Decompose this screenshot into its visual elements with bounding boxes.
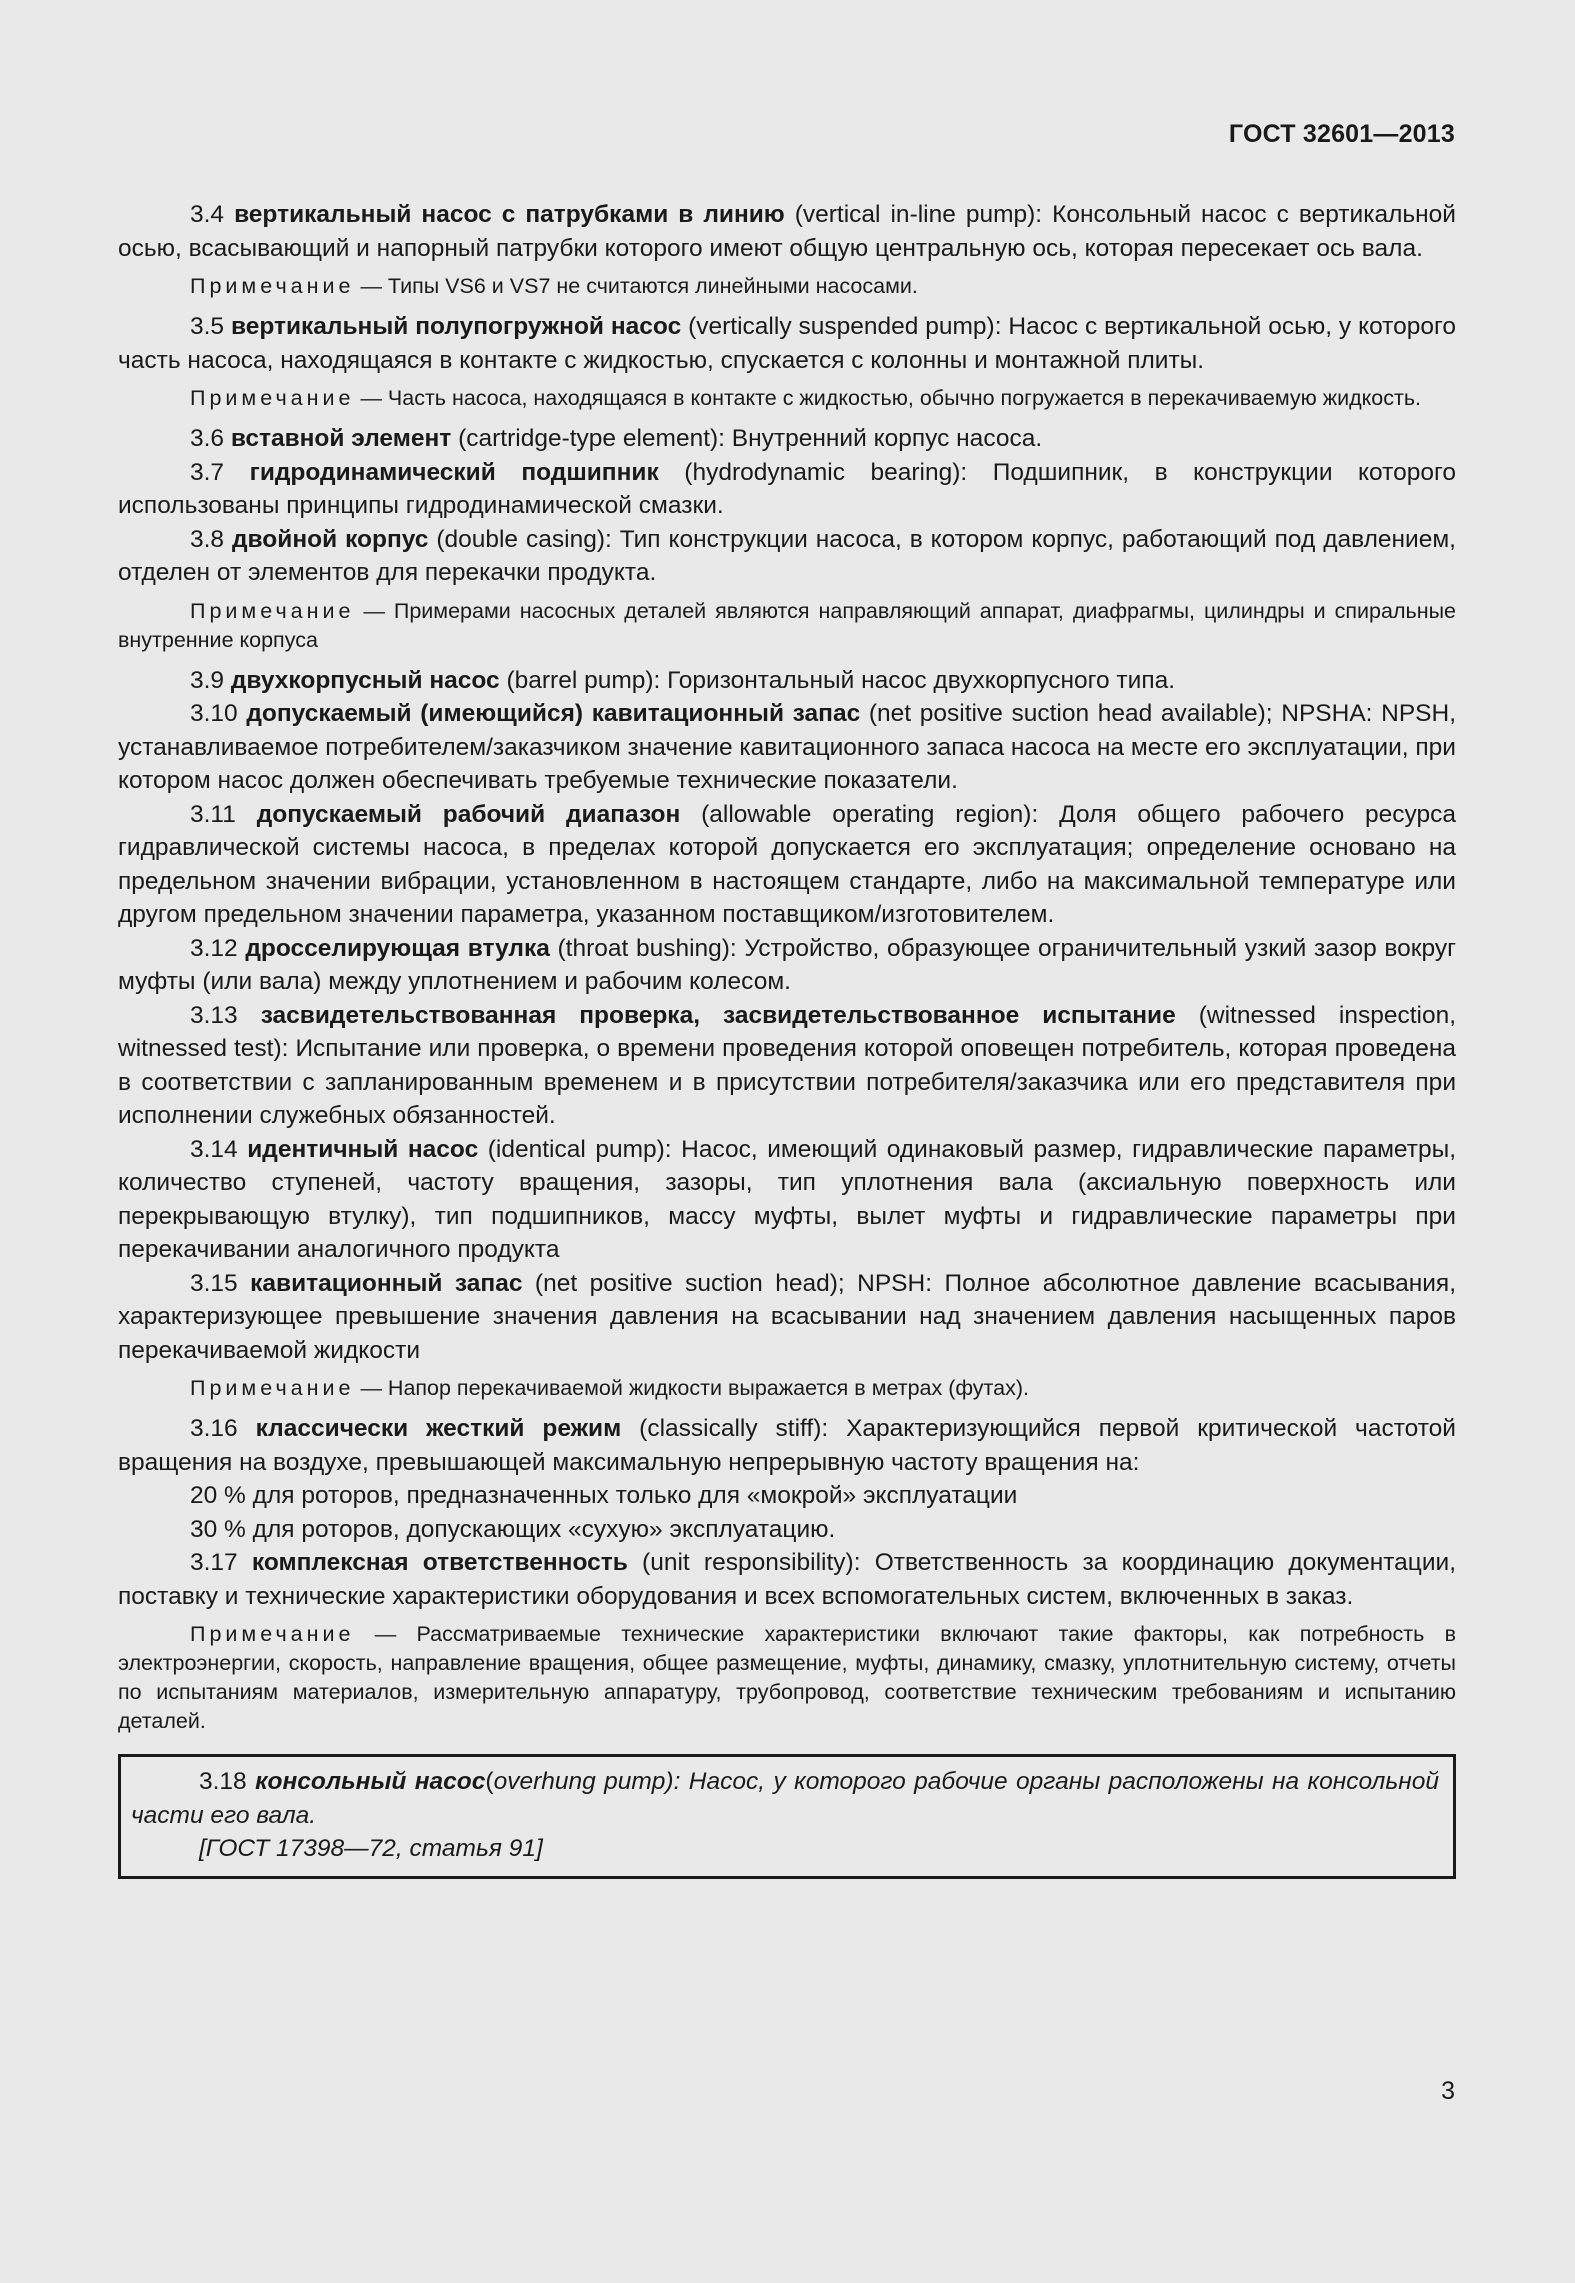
section-number: 3.11	[190, 800, 236, 828]
section-3-7	[118, 456, 1456, 523]
term: вертикальный полупогружной насос	[230, 313, 682, 340]
section-number: 3.18	[199, 1768, 247, 1795]
section-3-17	[118, 1546, 1456, 1613]
section-number: 3.9	[190, 666, 225, 694]
note-1	[118, 272, 1456, 301]
definition: (identical pump): Насос, имеющий одинаковый размер, гидравлические параметры, количество ступеней, частоту вращения, зазоры, тип уплотнения вала (аксиальную поверхность или перекрывающую втулку), тип подшипников, массу муфты, вылет муфты и гидравлические параметры при перекачивании аналогичного продукта	[118, 1135, 1457, 1263]
document-body	[118, 198, 1456, 1879]
section-3-5	[118, 310, 1456, 377]
term: вставной элемент	[230, 425, 452, 452]
section-number: 3.14	[190, 1135, 238, 1163]
list-item: 20 % для роторов, предназначенных только для «мокрой» эксплуатации	[190, 1482, 1018, 1509]
definition: (vertical in-line pump): Консольный насос с вертикальной осью, всасывающий и напорный патрубки которого имеют общую центральную ось, которая пересекает ось вала.	[118, 201, 1456, 262]
note-3	[118, 597, 1456, 655]
section-number: 3.6	[190, 425, 225, 452]
term: допускаемый (имеющийся) кавитационный запас	[246, 700, 861, 727]
note-text: — Примерами насосных деталей являются направляющий аппарат, диафрагмы, цилиндры и спиральные внутренние корпуса	[118, 598, 1456, 652]
section-3-12	[118, 932, 1456, 999]
definition: (net positive suction head available); NPSHA: NPSH, устанавливаемое потребителем/заказчиком значение кавитационного запаса насоса на месте его эксплуатации, при котором насос должен обеспечивать требуемые технические показатели.	[118, 700, 1457, 794]
definition: overhung pump): Насос, у которого рабочие органы расположены на консольной части его вала.	[131, 1768, 1439, 1829]
note-text: — Рассматриваемые технические характеристики включают такие факторы, как потребность в электроэнергии, скорость, направление вращения, общее размещение, муфты, динамику, смазку, уплотнительную систему, отчеты по испытаниям материалов, измерительную аппаратуру, трубопровод, соответствие техническим требованиям и испытанию деталей.	[118, 1622, 1456, 1733]
note-label: Примечание	[190, 386, 355, 410]
definition: (net positive suction head); NPSH: Полное абсолютное давление всасывания, характеризующее превышение значения давления на всасывании над значением давления насыщенных паров перекачиваемой жидкости	[118, 1269, 1457, 1364]
definition: (hydrodynamic bearing): Подшипник, в конструкции которого использованы принципы гидродинамической смазки.	[118, 458, 1456, 519]
document-header: ГОСТ 32601—2013	[1228, 120, 1455, 148]
section-number: 3.12	[190, 934, 238, 962]
open-paren: (	[485, 1768, 494, 1795]
note-label: Примечание	[190, 274, 355, 298]
section-3-18	[131, 1765, 1439, 1832]
section-number: 3.10	[190, 700, 238, 727]
term: консольный насос	[255, 1768, 486, 1795]
boxed-definition-3-18	[118, 1754, 1456, 1879]
section-3-13	[118, 999, 1456, 1133]
section-number: 3.5	[190, 313, 225, 340]
section-number: 3.16	[190, 1415, 238, 1442]
section-3-16	[118, 1412, 1456, 1479]
note-label: Примечание	[190, 1622, 355, 1646]
term: двухкорпусный насос	[230, 666, 500, 694]
term: дросселирующая втулка	[245, 934, 550, 962]
definition: (allowable operating region): Доля общего рабочего ресурса гидравлической системы насоса, в пределах которой допускается его эксплуатация; определение основано на предельном значении вибрации, установленном в настоящем стандарте, либо на максимальной температуре или другом предельном значении параметра, указанном поставщиком/изготовителем.	[118, 800, 1456, 928]
section-number: 3.13	[190, 1001, 238, 1029]
definition: (unit responsibility): Ответственность за координацию документации, поставку и технические характеристики оборудования и всех вспомогательных систем, включенных в заказ.	[118, 1549, 1457, 1610]
term: идентичный насос	[247, 1135, 479, 1163]
section-3-14	[118, 1133, 1456, 1267]
term: классически жесткий режим	[255, 1415, 622, 1442]
note-label: Примечание	[190, 1376, 355, 1400]
term: вертикальный насос с патрубками в линию	[234, 201, 785, 228]
term: гидродинамический подшипник	[249, 458, 659, 486]
section-3-4	[118, 198, 1456, 265]
section-3-9	[118, 664, 1456, 698]
definition: (double casing): Тип конструкции насоса, в котором корпус, работающий под давлением, отделен от элементов для перекачки продукта.	[118, 525, 1456, 586]
section-number: 3.17	[190, 1549, 238, 1576]
term: засвидетельствованная проверка, засвидетельствованное испытание	[260, 1001, 1176, 1029]
section-3-10	[118, 697, 1456, 798]
section-3-11	[118, 798, 1456, 932]
term: комплексная ответственность	[251, 1549, 628, 1576]
definition: (witnessed inspection, witnessed test): Испытание или проверка, о времени проведения которой оповещен потребитель, которая проведена в соответствии с запланированным временем и в присутствии потребителя/заказчика или его представителя при исполнении служебных обязанностей.	[118, 1001, 1457, 1129]
list-item: 30 % для роторов, допускающих «сухую» эксплуатацию.	[190, 1515, 836, 1543]
note-text: — Типы VS6 и VS7 не считаются линейными насосами.	[360, 274, 918, 298]
section-3-15	[118, 1267, 1456, 1368]
term: кавитационный запас	[250, 1269, 523, 1297]
note-label: Примечание	[190, 598, 355, 623]
term: допускаемый рабочий диапазон	[256, 800, 681, 828]
term: двойной корпус	[232, 525, 429, 553]
source-reference: [ГОСТ 17398—72, статья 91]	[199, 1835, 543, 1862]
definition: (classically stiff): Характеризующийся первой критической частотой вращения на воздухе, превышающей максимальную непрерывную частоту вращения на:	[118, 1415, 1456, 1476]
section-number: 3.7	[190, 458, 225, 486]
note-text: — Напор перекачиваемой жидкости выражается в метрах (футах).	[360, 1376, 1030, 1400]
section-3-8	[118, 523, 1456, 590]
definition: (cartridge-type element): Внутренний корпус насоса.	[458, 425, 1043, 452]
section-number: 3.4	[190, 201, 225, 228]
definition: (vertically suspended pump): Насос с вертикальной осью, у которого часть насоса, находящаяся в контакте с жидкостью, спускается с колонны и монтажной плиты.	[118, 313, 1457, 374]
page-number: 3	[1441, 2077, 1455, 2105]
note-4	[118, 1374, 1456, 1403]
definition: (throat bushing): Устройство, образующее ограничительный узкий зазор вокруг муфты (или вала) между уплотнением и рабочим колесом.	[118, 934, 1457, 995]
note-2	[118, 384, 1456, 413]
note-5	[118, 1620, 1456, 1736]
section-number: 3.8	[190, 525, 225, 553]
definition: (barrel pump): Горизонтальный насос двухкорпусного типа.	[506, 666, 1176, 694]
section-number: 3.15	[190, 1269, 238, 1297]
section-3-6	[118, 422, 1456, 456]
note-text: — Часть насоса, находящаяся в контакте с жидкостью, обычно погружается в перекачиваемую жидкость.	[360, 386, 1422, 410]
